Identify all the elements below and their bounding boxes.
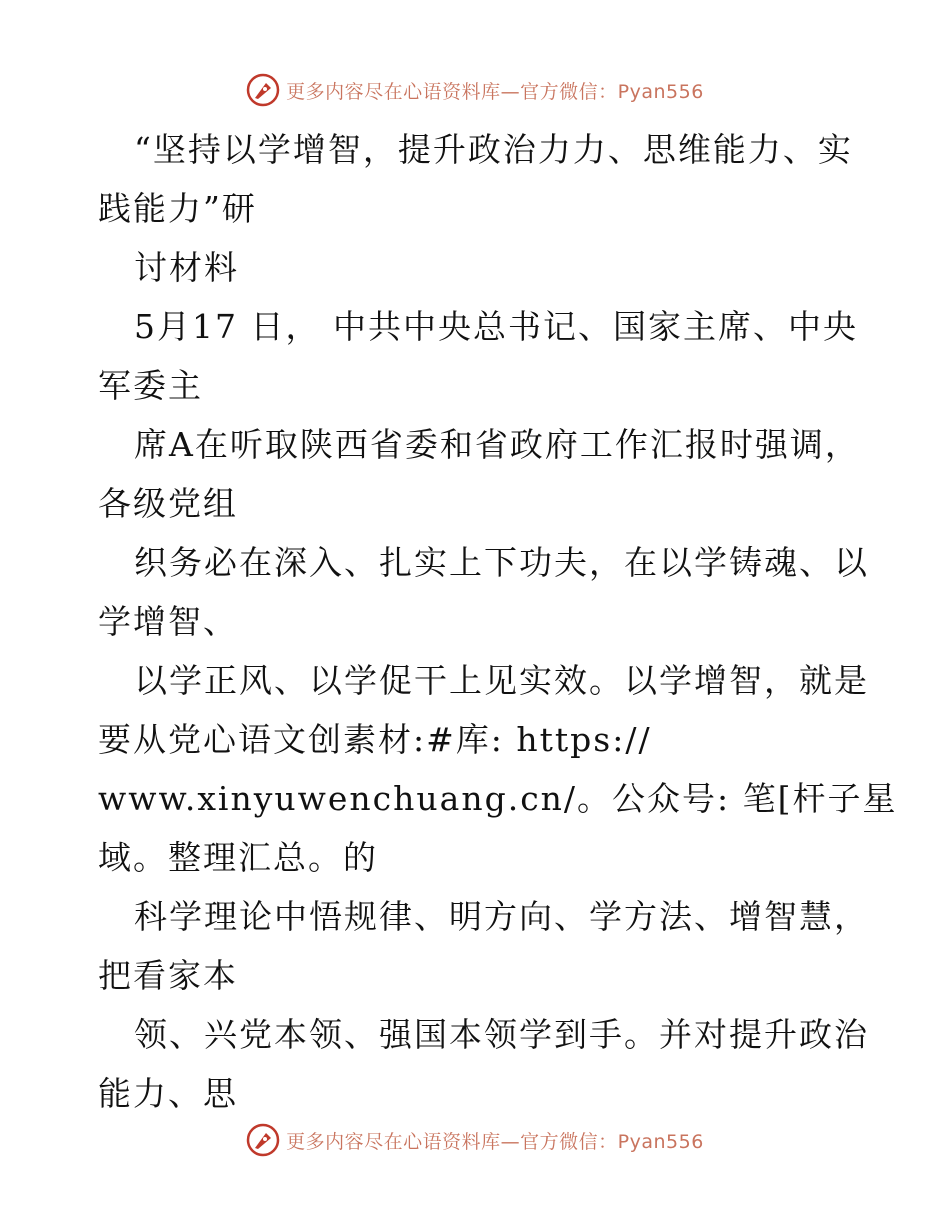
text-line: 以学正风、以学促干上见实效。以学增智，就是	[134, 661, 869, 700]
document-body	[98, 120, 898, 1123]
footer-watermark	[0, 1120, 950, 1160]
text-line: 织务必在深入、扎实上下功夫，在以学铸魂、以	[134, 543, 869, 582]
text-line: 5月17 日， 中共中央总书记、国家主席、中央	[134, 307, 858, 346]
text-line: 席A在听取陕西省委和省政府工作汇报时强调，	[134, 425, 860, 464]
text-line: “坚持以学增智，提升政治力力、思维能力、实	[134, 130, 853, 169]
watermark-text: 更多内容尽在心语资料库—官方微信：Pyan556	[286, 1130, 704, 1153]
text-line: 把看家本	[98, 956, 238, 995]
text-line: 践能力”研	[98, 189, 257, 228]
pen-nib-logo-icon	[246, 1123, 280, 1157]
text-line: www.xinyuwenchuang.cn/。公众号: 笔[杆子星	[98, 779, 898, 818]
text-line: 学增智、	[98, 602, 238, 641]
text-line: 各级党组	[98, 484, 238, 523]
text-line: 能力、思	[98, 1074, 238, 1113]
watermark-text: 更多内容尽在心语资料库—官方微信：Pyan556	[286, 80, 704, 103]
header-watermark	[0, 70, 950, 110]
text-line: 科学理论中悟规律、明方向、学方法、增智慧，	[134, 897, 869, 936]
text-line: 军委主	[98, 366, 203, 405]
text-line: 领、兴党本领、强国本领学到手。并对提升政治	[134, 1015, 869, 1054]
pen-nib-logo-icon	[246, 73, 280, 107]
text-line: 要从党心语文创素材:#库: https://	[98, 720, 652, 759]
text-line: 域。整理汇总。的	[98, 838, 378, 877]
text-line: 讨材料	[134, 248, 239, 287]
